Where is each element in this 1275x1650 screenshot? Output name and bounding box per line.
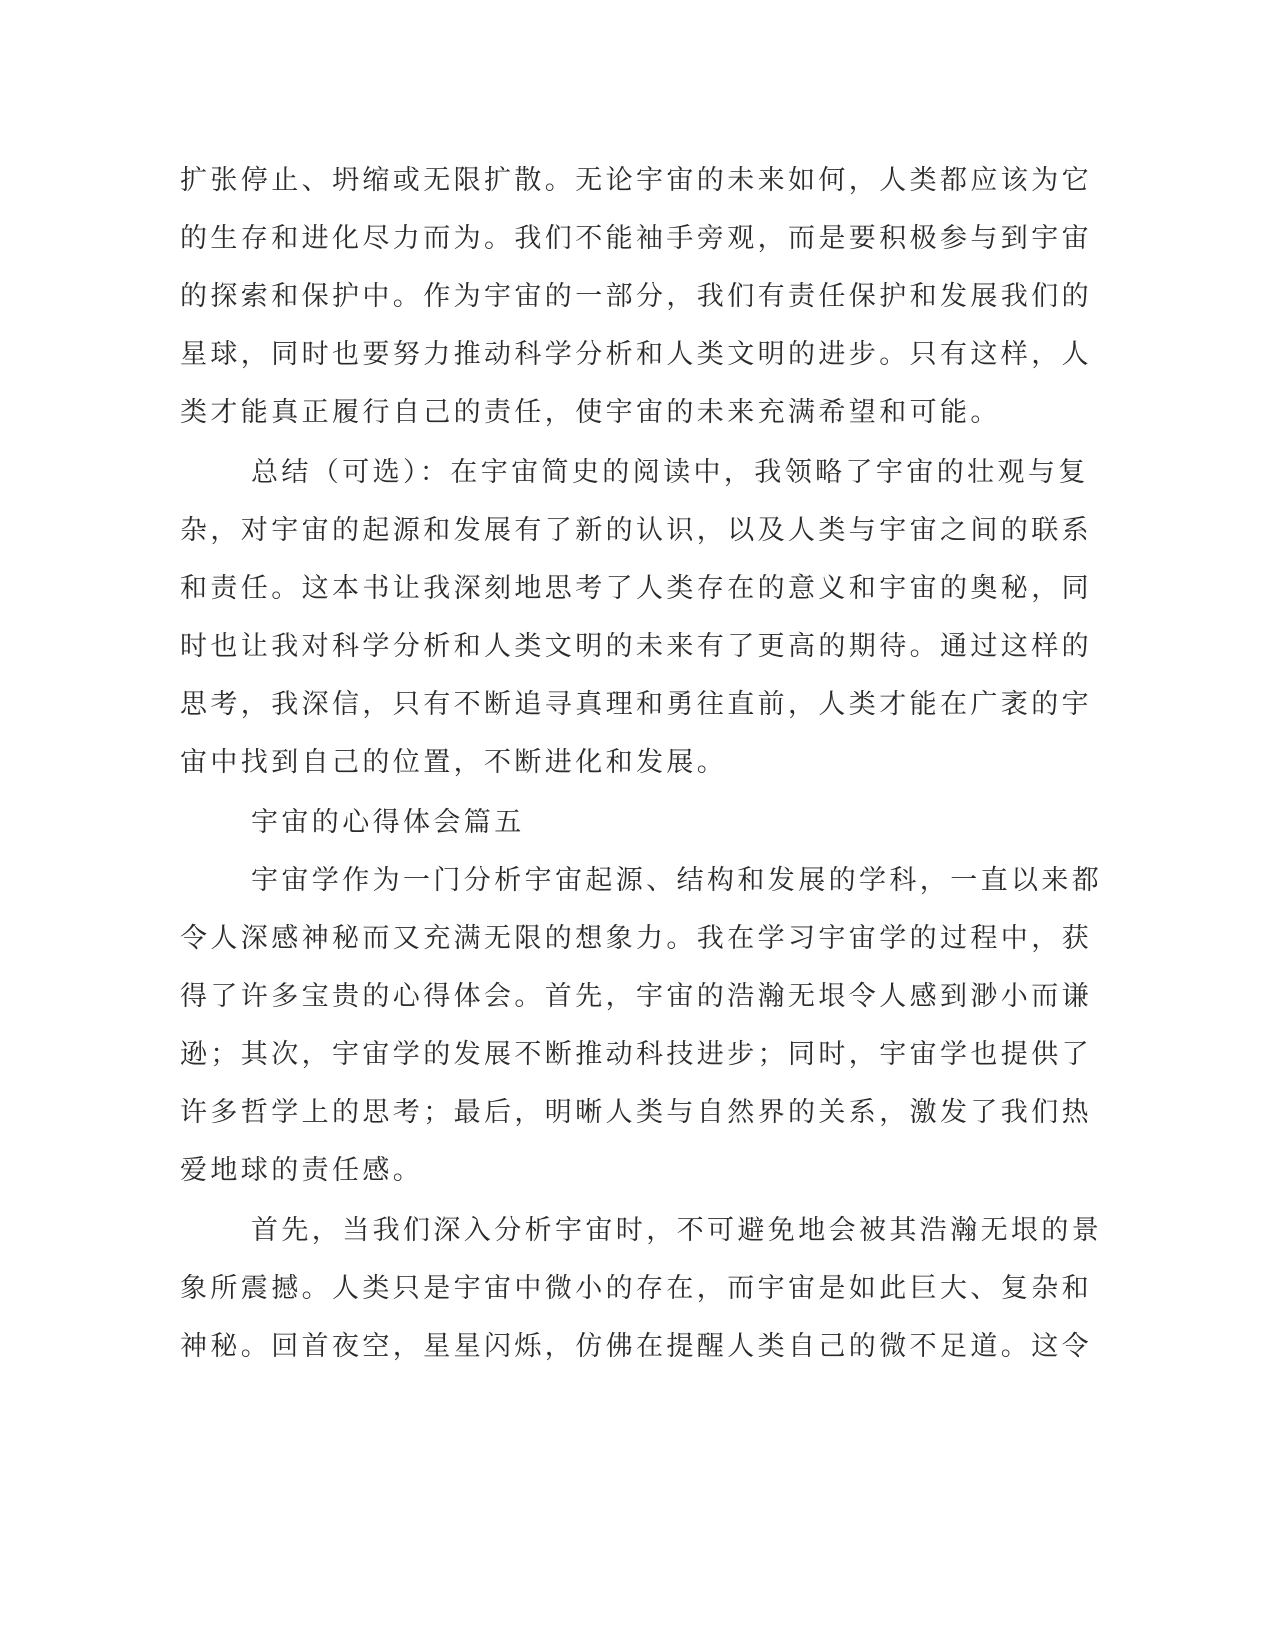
- text-line: 杂，对宇宙的起源和发展有了新的认识，以及人类与宇宙之间的联系: [180, 515, 1092, 546]
- text-line: 思考，我深信，只有不断追寻真理和勇往直前，人类才能在广袤的宇: [180, 689, 1092, 720]
- text-line: 逊；其次，宇宙学的发展不断推动科技进步；同时，宇宙学也提供了: [180, 1039, 1092, 1070]
- text-line: 得了许多宝贵的心得体会。首先，宇宙的浩瀚无垠令人感到渺小而谦: [180, 981, 1092, 1012]
- text-line: 许多哲学上的思考；最后，明晰人类与自然界的关系，激发了我们热: [180, 1097, 1092, 1128]
- text-line: 爱地球的责任感。: [180, 1155, 424, 1186]
- text-line: 的生存和进化尽力而为。我们不能袖手旁观，而是要积极参与到宇宙: [180, 223, 1092, 254]
- text-line: 星球，同时也要努力推动科学分析和人类文明的进步。只有这样，人: [180, 339, 1092, 370]
- text-line: 时也让我对科学分析和人类文明的未来有了更高的期待。通过这样的: [180, 631, 1092, 662]
- text-line: 令人深感神秘而又充满无限的想象力。我在学习宇宙学的过程中，获: [180, 923, 1092, 954]
- text-line: 象所震撼。人类只是宇宙中微小的存在，而宇宙是如此巨大、复杂和: [180, 1273, 1092, 1304]
- text-line: 的探索和保护中。作为宇宙的一部分，我们有责任保护和发展我们的: [180, 281, 1092, 312]
- text-line: 扩张停止、坍缩或无限扩散。无论宇宙的未来如何，人类都应该为它: [180, 165, 1092, 196]
- section-heading: 宇宙的心得体会篇五: [251, 807, 525, 838]
- text-line: 总结（可选）：在宇宙简史的阅读中，我领略了宇宙的壮观与复: [251, 457, 1089, 488]
- text-line: 神秘。回首夜空，星星闪烁，仿佛在提醒人类自己的微不足道。这令: [180, 1331, 1092, 1362]
- text-line: 和责任。这本书让我深刻地思考了人类存在的意义和宇宙的奥秘，同: [180, 573, 1092, 604]
- text-line: 类才能真正履行自己的责任，使宇宙的未来充满希望和可能。: [180, 397, 1001, 428]
- text-line: 宇宙学作为一门分析宇宙起源、结构和发展的学科，一直以来都: [251, 865, 1103, 896]
- text-line: 首先，当我们深入分析宇宙时，不可避免地会被其浩瀚无垠的景: [251, 1215, 1103, 1246]
- text-line: 宙中找到自己的位置，不断进化和发展。: [180, 747, 728, 778]
